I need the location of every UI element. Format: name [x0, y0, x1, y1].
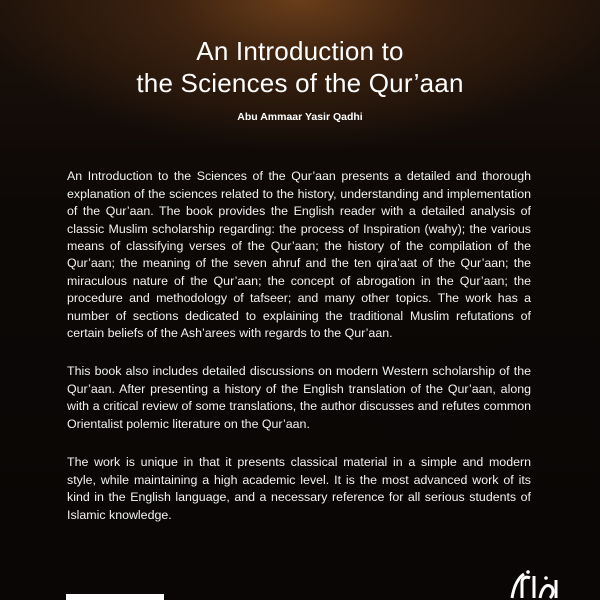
author-name: Abu Ammaar Yasir Qadhi [237, 111, 363, 123]
description-paragraph-3: The work is unique in that it presents classical material in a simple and modern style, while maintaining a high academic level. It is the most advanced work of its kind in the English language, and a necessary reference for all serious students of Islamic knowledge. [67, 455, 531, 522]
book-title-line-1: An Introduction to [196, 36, 404, 66]
barcode-strip [66, 594, 164, 600]
description-paragraph-1: An Introduction to the Sciences of the Qur’aan presents a detailed and thorough explanation of the sciences related to the history, understanding and implementation of the Qur’aan. The book provides the English reader with a detailed analysis of classic Muslim scholarship regarding: the process of Inspiration (wahy); the various means of classifying verses of the Qur’aan; the history of the compilation of the Qur’aan; the meaning of the seven ahruf and the ten qira’aat of the Qur’aan; the miraculous nature of the Qur’aan; the concept of abrogation in the Qur’aan; the procedure and methodology of tafseer; and many other topics. The work has a number of sections dedicated to explaining the traditional Muslim refutations of certain beliefs of the Ash’arees with regards to the Qur’aan. [67, 169, 531, 341]
publisher-logo-icon [504, 568, 564, 600]
book-title-line-2: the Sciences of the Qur’aan [136, 68, 464, 98]
description-paragraph-2: This book also includes detailed discussions on modern Western scholarship of the Qur’aan. After presenting a history of the English translation of the Qur’aan, along with a critical review of some translations, the author discusses and refutes common Orientalist polemic literature on the Qur’aan. [67, 364, 531, 431]
